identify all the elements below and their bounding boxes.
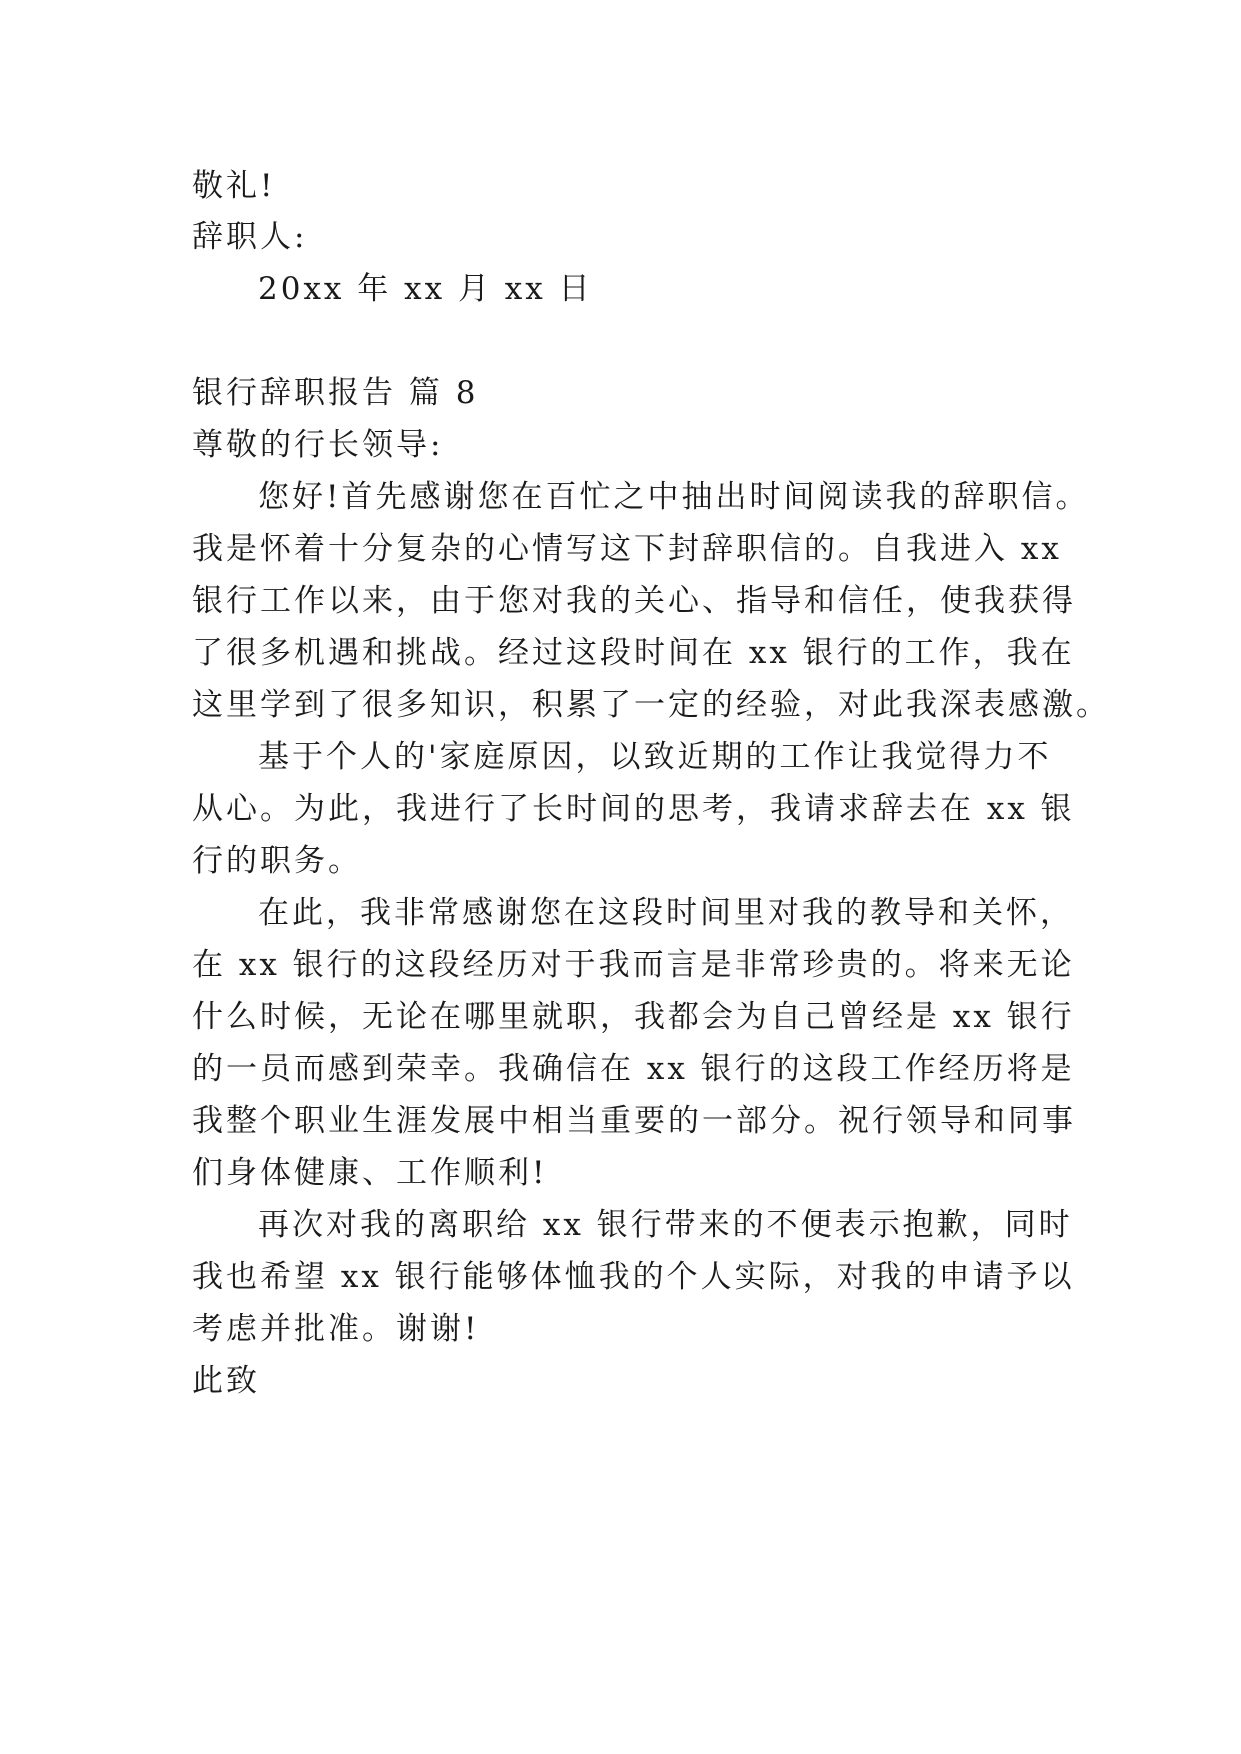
body-line: 基于个人的'家庭原因，以致近期的工作让我觉得力不 bbox=[258, 739, 1052, 775]
body-line: 这里学到了很多知识，积累了一定的经验，对此我深表感激。 bbox=[192, 687, 1110, 723]
body-line: 再次对我的离职给 xx 银行带来的不便表示抱歉，同时 bbox=[258, 1207, 1073, 1243]
body-line: 银行工作以来，由于您对我的关心、指导和信任，使我获得 bbox=[192, 583, 1076, 619]
signature-date: 20xx 年 xx 月 xx 日 bbox=[258, 271, 593, 307]
body-line: 您好!首先感谢您在百忙之中抽出时间阅读我的辞职信。 bbox=[258, 479, 1090, 515]
letter-closing: 此致 bbox=[192, 1363, 260, 1399]
body-line: 我也希望 xx 银行能够体恤我的个人实际，对我的申请予以 bbox=[192, 1259, 1075, 1295]
signer-label: 辞职人: bbox=[192, 219, 308, 255]
body-line: 的一员而感到荣幸。我确信在 xx 银行的这段工作经历将是 bbox=[192, 1051, 1075, 1087]
body-line: 我是怀着十分复杂的心情写这下封辞职信的。自我进入 xx bbox=[192, 531, 1062, 567]
body-line: 了很多机遇和挑战。经过这段时间在 xx 银行的工作，我在 bbox=[192, 635, 1075, 671]
body-line: 从心。为此，我进行了长时间的思考，我请求辞去在 xx 银 bbox=[192, 791, 1075, 827]
letter-greeting: 尊敬的行长领导: bbox=[192, 427, 444, 463]
body-line: 们身体健康、工作顺利! bbox=[192, 1155, 548, 1191]
body-line: 在 xx 银行的这段经历对于我而言是非常珍贵的。将来无论 bbox=[192, 947, 1075, 983]
body-line: 我整个职业生涯发展中相当重要的一部分。祝行领导和同事 bbox=[192, 1103, 1076, 1139]
section-heading: 银行辞职报告 篇 8 bbox=[192, 375, 479, 411]
body-line: 考虑并批准。谢谢! bbox=[192, 1311, 480, 1347]
body-line: 什么时候，无论在哪里就职，我都会为自己曾经是 xx 银行 bbox=[192, 999, 1075, 1035]
body-line: 行的职务。 bbox=[192, 843, 362, 879]
body-line: 在此，我非常感谢您在这段时间里对我的教导和关怀， bbox=[258, 895, 1074, 931]
closing-salute: 敬礼! bbox=[192, 168, 276, 204]
